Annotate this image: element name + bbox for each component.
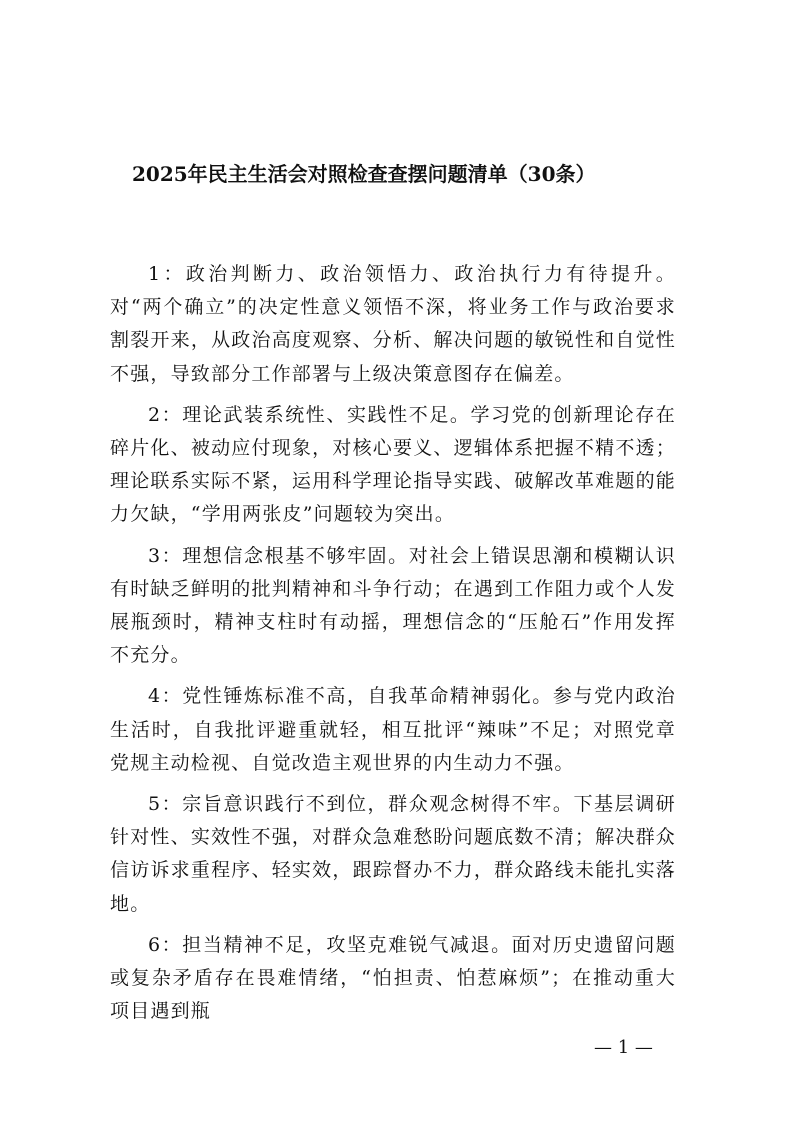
- paragraph-4: 4：党性锤炼标准不高，自我革命精神弱化。参与党内政治生活时，自我批评避重就轻，相互批评“辣味”不足；对照党章党规主动检视、自觉改造主观世界的内生动力不强。: [110, 685, 676, 774]
- paragraph-2: 2：理论武装系统性、实践性不足。学习党的创新理论存在碎片化、被动应付现象，对核心要义、逻辑体系把握不精不透；理论联系实际不紧，运用科学理论指导实践、破解改革难题的能力欠缺，“学用两张皮”问题较为突出。: [110, 403, 676, 526]
- paragraph-5: 5：宗旨意识践行不到位，群众观念树得不牢。下基层调研针对性、实效性不强，对群众急难愁盼问题底数不清；解决群众信访诉求重程序、轻实效，跟踪督办不力，群众路线未能扎实落地。: [110, 793, 676, 915]
- document-body: [110, 258, 676, 1036]
- page-number: — 1 —: [594, 1037, 653, 1058]
- paragraph-1: 1：政治判断力、政治领悟力、政治执行力有待提升。对“两个确立”的决定性意义领悟不深，将业务工作与政治要求割裂开来，从政治高度观察、分析、解决问题的敏锐性和自觉性不强，导致部分工作部署与上级决策意图存在偏差。: [110, 263, 676, 385]
- document-title: 2025年民主生活会对照检查查摆问题清单（30条）: [132, 162, 596, 186]
- paragraph-3: 3：理想信念根基不够牢固。对社会上错误思潮和模糊认识有时缺乏鲜明的批判精神和斗争行动；在遇到工作阻力或个人发展瓶颈时，精神支柱时有动摇，理想信念的“压舱石”作用发挥不充分。: [110, 544, 676, 667]
- paragraph-6: 6：担当精神不足，攻坚克难锐气减退。面对历史遗留问题或复杂矛盾存在畏难情绪，“怕担责、怕惹麻烦”；在推动重大项目遇到瓶: [110, 933, 676, 1023]
